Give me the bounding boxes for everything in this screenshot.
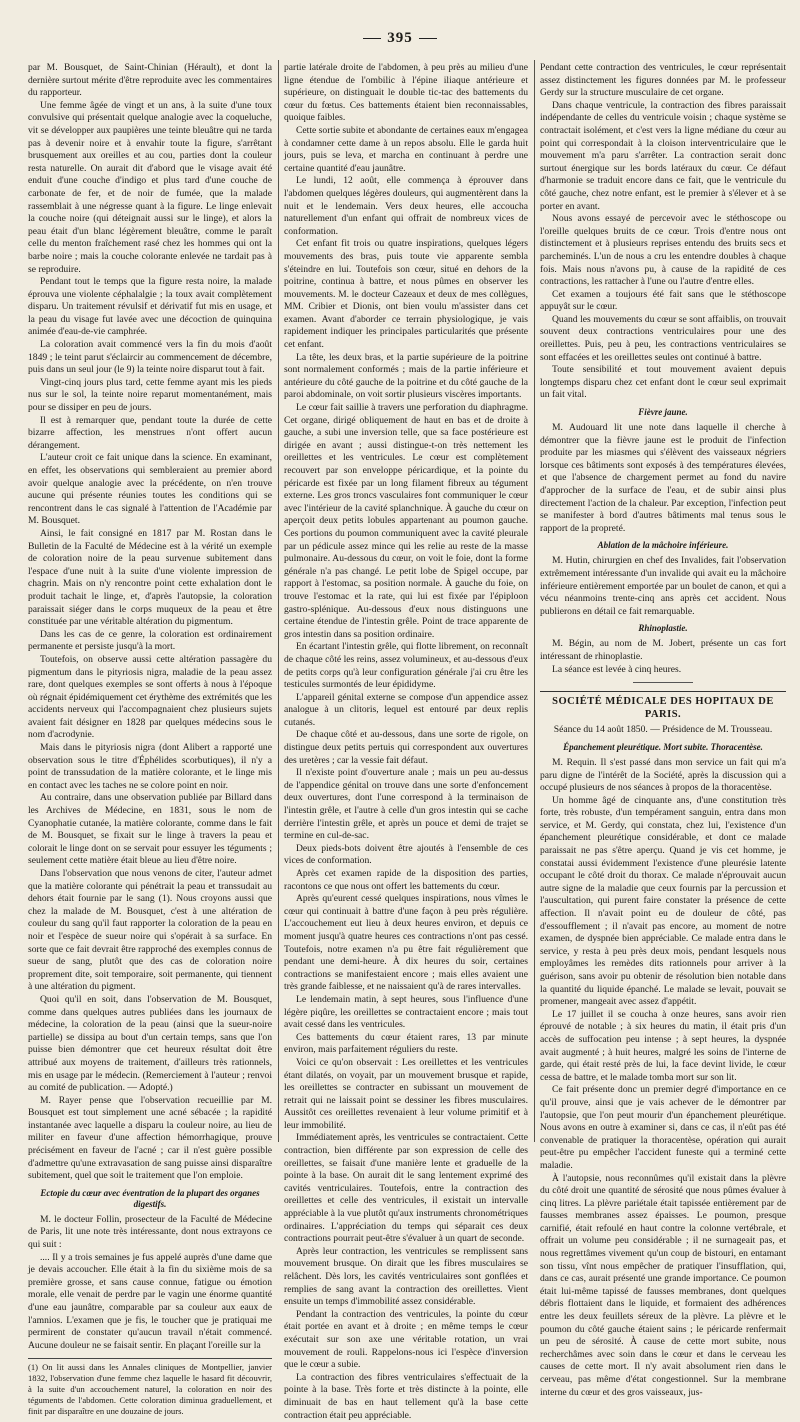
paragraph: Ces battements du cœur étaient rares, 13 par minute environ, mais parfaitement réguliers du reste. (284, 1031, 528, 1056)
paragraph: L'auteur croit ce fait unique dans la science. En examinant, en effet, les observations qui sembleraient au premier abord avoir quelque analogie avec la précédente, on n'en trouve aucune qui présente réunies toutes les conditions qui se rencontrent dans le cas signalé à l'attention de l'Académie par M. Bousquet. (28, 452, 272, 527)
column-divider (278, 60, 279, 1142)
paragraph: La coloration avait commencé vers la fin du mois d'août 1849 ; le teint parut s'éclaircir au commencement de décembre, puis dans un seul jour (le 9) la teinte noire disparut tout à fait. (28, 339, 272, 376)
paragraph: Dans les cas de ce genre, la coloration est ordinairement permanente et persiste jusqu'à la mort. (28, 628, 272, 653)
article-subheading: Fièvre jaune. (638, 407, 688, 418)
paragraph: .... Il y a trois semaines je fus appelé auprès d'une dame que je devais accoucher. Elle était à la fin du sixième mois de sa première grosse, et sans cause connue, fatigue ou émotion morale, elle venait de perdre par le vagin une énorme quantité d'une eau jaunâtre, comparable par sa couleur aux eaux de l'amnios. L'examen que je fis, le toucher que je pratiquai me permirent de constater qu'aucun travail n'était commencé. Aucune douleur ne se faisait sentir. En plaçant l'oreille sur la (28, 1251, 272, 1351)
paragraph: M. Rayer pense que l'observation recueillie par M. Bousquet est tout simplement une acné sébacée ; la rapidité instantanée avec laquelle a disparu la couleur noire, au lieu de militer en faveur d'une affection hémorrhagique, prouve précisément en faveur de l'acné ; car il n'est guère possible d'admettre qu'une extravasation de sang puisse ainsi disparaître subitement, quel que soit le traitement que l'on emploie. (28, 1094, 272, 1182)
paragraph: Toutefois, on observe aussi cette altération passagère du pigmentum dans le pityriosis nigra, maladie de la peau assez rare, dont quelques exemples se sont offerts à nous à l'époque où régnait épidémiquement cet érythème des extrémités que les accidents nerveux qui l'accompagnaient chez plusieurs sujets avaient fait désigner en 1828 par quelques médecins sous le nom d'acrodynie. (28, 653, 272, 741)
paragraph: La contraction des fibres ventriculaires s'effectuait de la pointe à la base. Très forte et très distincte à la pointe, elle diminuait de bas en haut tellement qu'à la base cette contraction était peu appréciable. (284, 1371, 528, 1421)
paragraph: Mais dans le pityriosis nigra (dont Alibert a rapporté une observation sous le titre d'Éphélides scorbutiques), il n'y a point de transsudation de la matière colorante, et le linge mis en contact avec les taches ne se colore point en noir. (28, 742, 272, 791)
paragraph: M. Audouard lit une note dans laquelle il cherche à démontrer que la fièvre jaune est le produit de l'infection produite par les miasmes qui s'élèvent des vaisseaux négriers lorsque ces bâtiments sont exposés à des températures élevées, et que l'absence de chargement permet au fond du navire d'approcher de la surface de l'eau, et de subir ainsi plus directement l'action de la chaleur. Par exception, l'infection peut se manifester à bord d'autres bâtiments mal tenus sous le rapport de la propreté. (540, 422, 786, 534)
header-rule-right (419, 38, 437, 39)
paragraph: La tête, les deux bras, et la partie supérieure de la poitrine sont normalement conformés ; mais de la partie inférieure et antérieure du côté gauche de la poitrine et du côté gauche de la paroi abdominale, on voit sortir plusieurs viscères importants. (284, 351, 528, 401)
paragraph: Cet enfant fit trois ou quatre inspirations, quelques légers mouvements des bras, puis toute vie apparente sembla s'éteindre en lui. Toutefois son cœur, situé en dehors de la poitrine, continua à battre, et nous pûmes en observer les mouvements. M. le docteur Cazeaux et deux de mes collègues, MM. Cribier et Dionis, ont bien voulu m'assister dans cet examen. Avant d'aborder ce terrain physiologique, je vais rapidement indiquer les principales particularités que présente cet enfant. (284, 238, 528, 351)
section-title: SOCIÉTÉ MÉDICALE DES HOPITAUX DE PARIS. (540, 691, 786, 721)
paragraph: Il est à remarquer que, pendant toute la durée de cette bizarre affection, les menstrues n'ont offert aucun dérangement. (28, 414, 272, 451)
paragraph: Quand les mouvements du cœur se sont affaiblis, on trouvait souvent deux contractions ventriculaires pour une des oreillettes. Puis, peu à peu, les contractions ventriculaires se sont effacées et les oreillettes seules ont continué à battre. (540, 313, 786, 363)
paragraph: par M. Bousquet, de Saint-Chinian (Hérault), et dont la dernière surtout mérite d'être reproduite avec les commentaires du rapporteur. (28, 62, 272, 99)
paragraph: Un homme âgé de cinquante ans, d'une constitution très forte, très robuste, d'un tempérament sanguin, entra dans mon service, et M. Gerdy, qui constata, chez lui, l'existence d'un épanchement pleurétique considérable, et dont ce malade paraissait ne pas s'être aperçu. Quand je vis cet homme, je constatai aussi évidemment l'existence d'une pleurésie latente occupant le côté droit du thorax. Ce malade n'éprouvait aucun autre signe de la maladie que ceux fournis par la percussion et l'auscultation, qui purent faire constater la présence de cette affection. Il n'avait point eu de douleur de côté, pas d'essoufflement ; il n'avait pas encore, au moment de notre examen, de dyspnée bien appréciable. Ce malade entra dans le service, y resta à peu près deux mois, pendant lesquels nous employâmes les remèdes dits rationnels pour arriver à la guérison, sans avoir pu obtenir de résolution bien notable dans la quantité du liquide épanché. Le malade se levait, pouvait se promener, mangeait avec assez d'appétit. (540, 794, 786, 1008)
paragraph: Immédiatement après, les ventricules se contractaient. Cette contraction, bien différente par son expression de celle des oreillettes, se faisait d'une manière lente et graduelle de la pointe à la base. On aurait dit le sang lentement exprimé des cavités ventriculaires. Toutefois, entre la contraction des oreillettes et celle des ventricules, il existait un intervalle appréciable à la vue plutôt qu'aux instruments chronométriques ordinaires. L'appréciation du temps qui séparait ces deux contractions pourrait peut-être s'évaluer à un quart de seconde. (284, 1132, 528, 1245)
article-subheading: Épanchement pleurétique. Mort subite. Thoracentèse. (563, 741, 763, 752)
paragraph: Ainsi, le fait consigné en 1817 par M. Rostan dans le Bulletin de la Faculté de Médecine est à la vérité un exemple de coloration noire de la peau survenue subitement dans l'espace d'une nuit à la suite d'une violente impression de chagrin. Mais on n'y rencontre point cette exhalation dont le produit tachait le linge, et, d'après l'autopsie, la coloration paraissait siéger dans le corps muqueux de la peau et être constituée par une véritable altération du pigmentum. (28, 527, 272, 628)
header-rule-left (363, 38, 381, 39)
paragraph: Après cet examen rapide de la disposition des parties, racontons ce que nous ont offert les battements du cœur. (284, 868, 528, 892)
paragraph: Ce fait présente donc un premier degré d'importance en ce qu'il prouve, ainsi que je vais achever de le démontrer par l'autopsie, que l'on peut mourir d'un épanchement pleurétique. Nous avons en outre à examiner si, dans ce cas, il n'eût pas été convenable de pratiquer la thoracentèse, opération qui aurait peut-être pu empêcher l'accident funeste qui a terminé cette maladie. (540, 1084, 786, 1171)
paragraph: Le cœur fait saillie à travers une perforation du diaphragme. Cet organe, dirigé obliquement de haut en bas et de droite à gauche, a subi une inversion telle, que sa face postérieure est dirigée en avant ; aussi distingue-t-on très nettement les oreillettes et les ventricules. Le cœur est complètement recouvert par son enveloppe péricardique, et la pointe du péricarde est fixée par un long filament fibreux au tégument externe. Les gros troncs vasculaires font communiquer le cœur avec l'intérieur de la cavité splanchnique. À gauche du cœur on aperçoit deux petits lobules appartenant au poumon gauche. Ces portions du poumon communiquent avec la cavité pleurale par un pédicule assez mince qui les relie au reste de la masse pulmonaire. Au-dessous du cœur, on voit le foie, dont la forme générale n'a pas changé. Le petit lobe de Spigel occupe, par rapport à l'estomac, sa position normale. À gauche du foie, on trouve l'estomac et la rate, qui lui est fixée par l'épiploon gastro-splénique. Au-dessous d'eux nous distinguons une certaine étendue de l'intestin grêle. Point de trace apparente de gros intestin dans sa position ordinaire. (284, 402, 528, 640)
paragraph: Toute sensibilité et tout mouvement avaient depuis longtemps disparu chez cet enfant dont le cœur seul exprimait un fait vital. (540, 364, 786, 401)
column-2 (284, 62, 528, 1421)
paragraph: Cet examen a toujours été fait sans que le stéthoscope appuyât sur le cœur. (540, 288, 786, 313)
paragraph: Le lendemain matin, à sept heures, sous l'influence d'une légère piqûre, les oreillettes se contractaient encore ; mais tout avait cessé dans les ventricules. (284, 993, 528, 1031)
paragraph: Après qu'eurent cessé quelques inspirations, nous vîmes le cœur qui continuait à battre d'une façon à peu près régulière. L'accouchement eut lieu à deux heures environ, et depuis ce moment jusqu'à quatre heures ces contractions n'ont pas cessé. Toutefois, notre examen n'a pu être fait régulièrement que pendant une demi-heure. À dix heures du soir, certaines contractions se manifestaient encore ; mais elles avaient une très grande faiblesse, et ne naissaient qu'à de rares intervalles. (284, 893, 528, 993)
paragraph: partie latérale droite de l'abdomen, à peu près au milieu d'une ligne étendue de l'ombilic à l'épine iliaque antérieure et supérieure, on distinguait le double tic-tac des battements du cœur du fœtus. Ces battements étaient bien reconnaissables, quoique faibles. (284, 62, 528, 124)
paragraph: M. Bégin, au nom de M. Jobert, présente un cas fort intéressant de rhinoplastie. (540, 638, 786, 662)
column-3 (540, 62, 786, 1398)
page-header (0, 30, 800, 52)
paragraph: De chaque côté et au-dessous, dans une sorte de rigole, on distingue deux petits pertuis qui correspondent aux ouvertures des uretères ; car la vessie fait défaut. (284, 729, 528, 766)
page-number: 395 (387, 30, 413, 46)
paragraph: Dans chaque ventricule, la contraction des fibres paraissait indépendante de celles du ventricule voisin ; chaque système se contractait isolément, et c'est vers la ligne médiane du cœur au point qui correspondait à la cloison interventriculaire que le mouvement m'a paru s'arrêter. La contraction serait donc surtout énergique sur les bords latéraux du cœur. Ce défaut d'harmonie se traduit encore dans ce fait, que le ventricule du côté gauche, chez notre enfant, est le premier à s'élever et à se porter en avant. (540, 99, 786, 212)
paragraph: Après leur contraction, les ventricules se remplissent sans mouvement brusque. On dirait que les fibres musculaires se relâchent. Dès lors, les cavités ventriculaires sont gonflées et remplies de sang avant la contraction des oreillettes. Vient ensuite un temps d'immobilité assez considérable. (284, 1245, 528, 1308)
paragraph: Dans l'observation que nous venons de citer, l'auteur admet que la matière colorante qui pénétrait la peau et transsudait au dehors était fournie par le sang (1). Nous croyons aussi que chez la malade de M. Bousquet, c'est à une altération de couleur du sang qu'il faut rapporter la coloration de la peau en noir et l'espèce de sueur noire qui s'opérait à sa surface. En sorte que ce fait devrait être rapproché des exemples connus de sueur de sang, plutôt que des cas de coloration noire proprement dite, soit temporaire, soit permanente, qui tiennent à une altération du pigment. (28, 868, 272, 993)
paragraph: Pendant tout le temps que la figure resta noire, la malade éprouva une violente céphalalgie ; la toux avait complètement disparu. Un traitement révulsif et dérivatif fut mis en usage, et la peau du visage fut lavée avec une décoction de quinquina animée d'eau-de-vie camphrée. (28, 276, 272, 338)
paragraph: Le lundi, 12 août, elle commença à éprouver dans l'abdomen quelques légères douleurs, qui augmentèrent dans la nuit et le lendemain. Vers deux heures, elle accoucha naturellement d'un enfant qui offrait de nombreux vices de conformation. (284, 175, 528, 237)
paragraph: Cette sortie subite et abondante de certaines eaux m'engagea à condamner cette dame à un repos absolu. Elle le garda huit jours, puis se leva, et marcha en continuant à perdre une certaine quantité d'eau jaunâtre. (284, 124, 528, 174)
paragraph: Quoi qu'il en soit, dans l'observation de M. Bousquet, comme dans quelques autres publiées dans les journaux de médecine, la coloration de la peau (ainsi que la sueur-noire partielle) se dissipa au bout d'un certain temps, sans que l'on puisse bien démontrer que cet heureux résultat doit être attribué aux moyens de traitement, d'ailleurs très rationnels, mis en usage par le médecin. (Remerciement à l'auteur ; renvoi au comité de publication. — Adopté.) (28, 993, 272, 1094)
paragraph: Le 17 juillet il se coucha à onze heures, sans avoir rien éprouvé de notable ; à six heures du matin, il était pris d'un accès de suffocation peu intense ; à sept heures, la dyspnée avait augmenté ; à huit heures, malgré les soins de l'interne de garde, qui était resté près de lui, la face devint livide, le cœur cessa de battre, et le malade tomba mort sur son lit. (540, 1008, 786, 1083)
paragraph: Nous avons essayé de percevoir avec le stéthoscope ou l'oreille quelques bruits de ce cœur. Trois d'entre nous ont distinctement et à plusieurs reprises entendu des bruits secs et parcheminés. L'un de nous a cru les entendre doubles à chaque fois. Mais nous n'avons pu, à cause de la rapidité de ces contractions, les rattacher à l'une ou l'autre d'entre elles. (540, 213, 786, 288)
article-subheading: Rhinoplastie. (638, 623, 688, 634)
session-date: Séance du 14 août 1850. — Présidence de M. Trousseau. (553, 724, 773, 736)
paragraph: Il n'existe point d'ouverture anale ; mais un peu au-dessus de l'appendice génital on trouve dans une sorte d'enfoncement deux ouvertures, dont l'une correspond à la terminaison de l'intestin grêle, et l'autre à celle d'un gros intestin qui se cache derrière l'intestin grêle, et après un pouce et demi de trajet se termine en cul-de-sac. (284, 767, 528, 842)
column-divider (534, 60, 535, 1142)
paragraph: M. Requin. Il s'est passé dans mon service un fait qui m'a paru digne de l'intérêt de la Société, après la discussion qui a occupé plusieurs de nos séances à propos de la thoracentèse. (540, 756, 786, 794)
paragraph: Au contraire, dans une observation publiée par Billard dans les Archives de Médecine, en 1831, sous le nom de Cyanophatie cutanée, la matière colorante, comme dans le fait de M. Bousquet, se fixait sur le linge à travers la peau et colorait le linge dont on se servait pour essuyer les téguments ; seulement cette matière était bleue au lieu d'être noire. (28, 792, 272, 867)
article-subheading: Ectopie du cœur avec éventration de la plupart des organes digestifs. (40, 1187, 260, 1209)
paragraph: Pendant la contraction des ventricules, la pointe du cœur était portée en avant et à droite ; en même temps le cœur exécutait sur son axe une véritable rotation, un vrai mouvement de rouli. Rappelons-nous ici l'espèce d'inversion que le cœur a subie. (284, 1308, 528, 1371)
paragraph: À l'autopsie, nous reconnûmes qu'il existait dans la plèvre du côté droit une quantité de sérosité que nous pûmes évaluer à cinq litres. La plèvre pariétale était tapissée entièrement par de fausses membranes assez épaisses. Le poumon, presque carnifié, était refoulé en haut contre la colonne vertébrale, et offrait un volume peu considérable ; il ne surnageait pas, et nous regrettâmes vivement qu'un coup de bistouri, en entamant son tissu, vînt nous empêcher de pratiquer l'insufflation, qui, dans ce cas, aurait présenté une grande importance. Ce poumon était lui-même tapissé de fausses membranes, dont quelques débris flottaient dans le liquide, et formaient des adhérences entre les deux feuillets séreux de la plèvre. La plèvre et le poumon du côté gauche étaient sains ; le péricarde renfermait un peu de sérosité. À cause de cette mort subite, nous recherchâmes avec soin dans le cœur et dans le cerveau les causes de cette mort. Il n'y avait absolument rien dans le cerveau, pas même d'état congestionnel. Sur la membrane interne du cœur et des gros vaisseaux, jus- (540, 1172, 786, 1398)
separator-rule (633, 682, 693, 683)
paragraph: Une femme âgée de vingt et un ans, à la suite d'une toux convulsive qui présentait quelque analogie avec la coqueluche, vit se développer aux paupières une teinte bleuâtre qui ne tarda pas à devenir noire et à envahir toute la figure, s'arrêtant brusquement aux oreilles et au cou, parties dont la couleur resta naturelle. On aurait dit d'abord que le visage avait été enduit d'une couche d'indigo et plus tard d'une couche de carbonate de fer, et de noir de fumée, que la malade rassemblait à une négresse quant à la figure. Le linge enlevait la couche noire (qui déteignait aussi sur le linge), et alors la peau était d'un blanc légèrement bleuâtre, comme le paraît celle du menton fraîchement rasé chez les hommes qui ont la barbe noire ; mais la couche colorante enlevée ne tardait pas à se reproduire. (28, 99, 272, 275)
paragraph: M. Hutin, chirurgien en chef des Invalides, fait l'observation extrêmement intéressante d'un invalide qui avait eu la mâchoire inférieure entièrement emportée par un boulet de canon, et qui a vécu néanmoins trente-cinq ans après cet accident. Nous publierons en détail ce fait remarquable. (540, 555, 786, 617)
paragraph: En écartant l'intestin grêle, qui flotte librement, on reconnaît de chaque côté les reins, assez volumineux, et au-dessous d'eux de petits corps qu'à leur configuration générale j'ai cru être les testicules surmontés de leur épididyme. (284, 641, 528, 691)
paragraph: Pendant cette contraction des ventricules, le cœur représentait assez distinctement les figures données par M. le professeur Gerdy sur la structure musculaire de cet organe. (540, 62, 786, 99)
paragraph: Deux pieds-bots doivent être ajoutés à l'ensemble de ces vices de conformation. (284, 842, 528, 867)
paragraph: M. le docteur Follin, prosecteur de la Faculté de Médecine de Paris, lit une note très intéressante, dont nous extrayons ce qui suit : (28, 1213, 272, 1251)
column-1 (28, 62, 272, 1417)
paragraph: L'appareil génital externe se compose d'un appendice assez analogue à un clitoris, lequel est entouré par deux replis cutanés. (284, 691, 528, 728)
paragraph: Voici ce qu'on observait : Les oreillettes et les ventricules étant dilatés, on voyait, par un mouvement brusque et rapide, les oreillettes se contracter en subissant un mouvement de retrait qui ne laissait point se dessiner les fibres musculaires. Aussitôt ces oreillettes revenaient à leur volume primitif et à leur immobilité. (284, 1056, 528, 1131)
paragraph: La séance est levée à cinq heures. (552, 663, 682, 675)
footnote: (1) On lit aussi dans les Annales cliniques de Montpellier, janvier 1832, l'observation d'une femme chez laquelle le hasard fit découvrir, à la suite d'un accouchement naturel, la coloration en noir des téguments de l'abdomen. Cette coloration diminua graduellement, et finit par disparaître en une douzaine de jours. (28, 1358, 272, 1417)
paragraph: Vingt-cinq jours plus tard, cette femme ayant mis les pieds nus sur le sol, la teinte noire reparut momentanément, mais pour se dissiper en peu de jours. (28, 376, 272, 414)
article-subheading: Ablation de la mâchoire inférieure. (597, 540, 729, 551)
